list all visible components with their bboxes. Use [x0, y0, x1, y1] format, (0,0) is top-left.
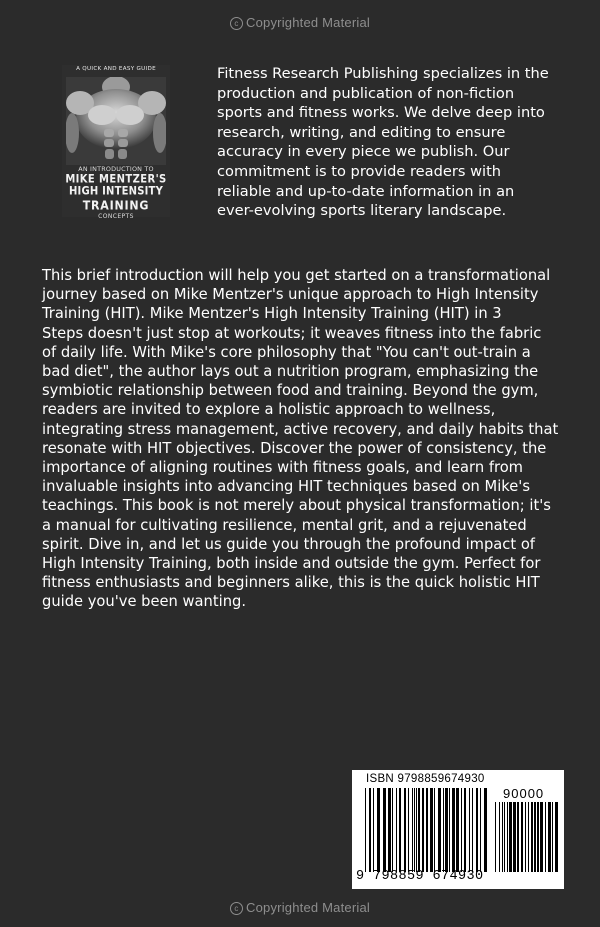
barcode-bar — [540, 802, 543, 872]
watermark-top-text: Copyrighted Material — [246, 15, 370, 30]
barcode-bar — [388, 788, 391, 872]
publisher-line: commitment is to provide readers with — [217, 162, 502, 180]
copyright-icon: c — [230, 902, 243, 915]
barcode-bar — [517, 802, 519, 872]
thumbnail-tagline: A QUICK AND EASY GUIDE — [76, 66, 156, 72]
blurb-line: importance of aligning routines with fitness goals, and learn from — [42, 459, 523, 477]
barcode-bar — [373, 788, 374, 872]
blurb-line: Steps doesn't just stop at workouts; it weaves fitness into the fabric — [42, 324, 542, 342]
barcode-bar — [399, 788, 401, 872]
barcode-bar — [392, 788, 393, 872]
barcode-bar — [480, 788, 481, 872]
barcode-bar — [445, 788, 448, 872]
blurb-line: of daily life. With Mike's core philosophy that "You can't out-train a — [42, 343, 531, 361]
barcode-bar — [416, 788, 417, 872]
barcode-bar — [449, 788, 450, 872]
barcode-bar — [469, 788, 470, 872]
barcode-bar — [552, 802, 553, 872]
publisher-line: reliable and up-to-date information in an — [217, 182, 515, 200]
barcode-bar — [412, 788, 413, 872]
barcode-bar — [484, 788, 487, 872]
publisher-description — [217, 64, 567, 221]
barcode-bar — [456, 788, 459, 872]
publisher-line: ever-evolving sports literary landscape. — [217, 202, 507, 220]
barcode-bar — [531, 802, 533, 872]
barcode-bar — [452, 788, 455, 872]
barcode-bar — [528, 802, 529, 872]
cover-thumbnail — [62, 65, 170, 220]
thumbnail-title-line4: CONCEPTS — [98, 213, 134, 220]
blurb-line: readers are invited to explore a holistic approach to wellness, — [42, 401, 496, 419]
barcode-bar — [426, 788, 428, 872]
barcode-bar — [525, 802, 526, 872]
barcode-bar — [555, 802, 558, 872]
publisher-line: sports and fitness works. We delve deep into — [217, 104, 545, 122]
ean13-barcode — [365, 788, 491, 872]
blurb-line: a manual for cultivating resilience, mental grit, and a rejuvenated — [42, 516, 527, 534]
blurb-line: fitness enthusiasts and beginners alike, this is the quick holistic HIT — [42, 574, 540, 592]
blurb-line: resonate with HIT objectives. Discover the power of consistency, the — [42, 439, 547, 457]
barcode-bar — [464, 788, 466, 872]
blurb-line: spirit. Dive in, and let us guide you through the profound impact of — [42, 535, 535, 553]
copyright-icon: c — [230, 17, 243, 30]
barcode-bar — [369, 788, 371, 872]
blurb-line: symbiotic relationship between food and training. Beyond the gym, — [42, 382, 539, 400]
thumbnail-intro: AN INTRODUCTION TO — [78, 165, 154, 173]
blurb-line: teachings. This book is not merely about physical transformation; it's — [42, 497, 551, 515]
barcode-bar — [377, 788, 380, 872]
publisher-line: accuracy in every piece we publish. Our — [217, 143, 510, 161]
barcode-bar — [499, 802, 500, 872]
barcode-bar — [545, 802, 546, 872]
barcode-bar — [521, 802, 523, 872]
barcode-bar — [534, 802, 536, 872]
barcode-bar — [404, 788, 406, 872]
barcode-bar — [383, 788, 386, 872]
addon-barcode — [495, 802, 559, 872]
thumbnail-title-line3: TRAINING — [82, 198, 150, 213]
bodybuilder-photo — [66, 77, 166, 165]
barcode-bar — [408, 788, 409, 872]
barcode-bar — [502, 802, 503, 872]
barcode-bar — [396, 788, 397, 872]
thumbnail-title-line2: HIGH INTENSITY — [68, 185, 164, 198]
barcode-bar — [537, 802, 539, 872]
barcode-bar — [461, 788, 462, 872]
blurb-line: integrating stress management, active recovery, and daily habits that — [42, 420, 559, 438]
publisher-line: Fitness Research Publishing specializes in the — [217, 65, 549, 82]
barcode-bar — [513, 802, 516, 872]
barcode-bar — [422, 788, 424, 872]
watermark-bottom-text: Copyrighted Material — [246, 900, 370, 915]
barcode-bar — [495, 802, 496, 872]
watermark-bottom — [0, 900, 600, 915]
barcode-bar — [430, 788, 433, 872]
isbn-label: ISBN 9798859674930 — [366, 773, 485, 785]
isbn-barcode-box — [352, 770, 564, 889]
blurb-line: bad diet", the author lays out a nutrition program, emphasizing the — [42, 363, 539, 381]
barcode-bar — [548, 802, 551, 872]
barcode-bar — [418, 788, 420, 872]
barcode-bar — [504, 802, 505, 872]
barcode-bar — [472, 788, 473, 872]
barcode-bar — [443, 788, 444, 872]
blurb-line: journey based on Mike Mentzer's unique approach to High Intensity — [42, 286, 539, 304]
watermark-top — [0, 15, 600, 30]
book-blurb — [42, 266, 572, 612]
blurb-line: High Intensity Training, both inside and outside the gym. Perfect for — [42, 555, 541, 573]
barcode-bar — [476, 788, 478, 872]
publisher-line: production and publication of non-fiction — [217, 84, 515, 102]
barcode-bar — [509, 802, 512, 872]
barcode-bar — [414, 788, 415, 872]
barcode-bar — [365, 788, 366, 872]
blurb-line: Training (HIT). Mike Mentzer's High Intensity Training (HIT) in 3 — [42, 305, 502, 323]
barcode-addon-number: 90000 — [503, 786, 545, 801]
blurb-line: invaluable insights into advancing HIT techniques based on Mike's — [42, 478, 531, 496]
barcode-bar — [434, 788, 435, 872]
barcode-human-readable: 9 798859 674930 — [356, 869, 484, 884]
thumbnail-title-line1: MIKE MENTZER'S — [65, 173, 167, 186]
barcode-bar — [507, 802, 508, 872]
barcode-bar — [438, 788, 441, 872]
publisher-line: research, writing, and editing to ensure — [217, 123, 506, 141]
blurb-line: This brief introduction will help you get started on a transformational — [42, 267, 551, 284]
blurb-line: guide you've been wanting. — [42, 593, 246, 611]
